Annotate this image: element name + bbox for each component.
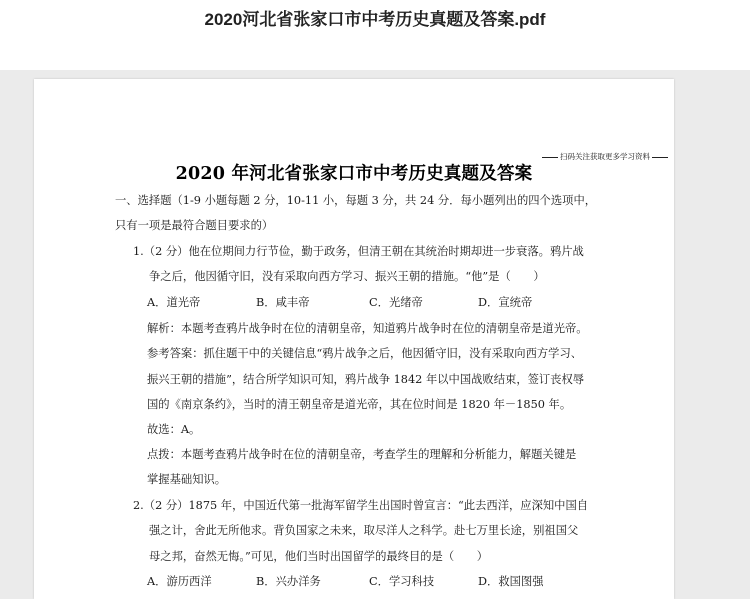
q2-stem-line2: 强之计，舍此无所他求。背负国家之未来，取尽洋人之科学。赴七万里长途，别祖国父 [149, 524, 579, 537]
q1-option-d: D．宣统帝 [478, 296, 533, 309]
q1-reference-line2: 振兴王朝的措施”，结合所学知识可知，鸦片战争 1842 年以中国战败结束，签订丧权辱 [147, 373, 585, 386]
q1-comment-line2: 掌握基础知识。 [147, 473, 227, 486]
q1-choice: 故选：A。 [147, 423, 201, 436]
q1-stem-line1: 1.（2 分）他在位期间力行节俭，勤于政务，但清王朝在其统治时期却进一步衰落。鸦片战 [133, 245, 584, 258]
q2-option-c: C．学习科技 [369, 575, 435, 588]
q1-reference-line1: 参考答案：抓住题干中的关键信息“鸦片战争之后，他因循守旧，没有采取向西方学习、 [147, 347, 583, 360]
document-page [34, 79, 674, 599]
section-heading-line1: 一、选择题（1-9 小题每题 2 分，10-11 小，每题 3 分，共 24 分．每小题列出的四个选项中， [115, 194, 597, 207]
qr-note-text: 扫码关注获取更多学习资料 [560, 152, 650, 161]
q1-analysis: 解析：本题考查鸦片战争时在位的清朝皇帝，知道鸦片战争时在位的清朝皇帝是道光帝。 [147, 322, 588, 335]
q2-option-b: B．兴办洋务 [256, 575, 321, 588]
q1-option-c: C．光绪帝 [369, 296, 423, 309]
q1-option-a: A．道光帝 [147, 296, 201, 309]
dash-right [652, 157, 668, 158]
file-title: 2020河北省张家口市中考历史真题及答案.pdf [204, 10, 546, 29]
viewer-header [0, 0, 750, 70]
section-heading-line2: 只有一项是最符合题目要求的） [115, 219, 274, 232]
q1-comment-line1: 点拨：本题考查鸦片战争时在位的清朝皇帝，考查学生的理解和分析能力，解题关键是 [147, 448, 577, 461]
q2-option-d: D．救国图强 [478, 575, 544, 588]
dash-left [542, 157, 558, 158]
q1-reference-line3: 国的《南京条约》，当时的清王朝皇帝是道光帝，其在位时间是 1820 年－1850 年。 [147, 398, 572, 411]
q2-stem-line3: 母之邦，奋然无悔。”可见，他们当时出国留学的最终目的是（ ） [149, 550, 489, 563]
q2-stem-line1: 2.（2 分）1875 年，中国近代第一批海军留学生出国时曾宣言：“此去西洋，应深知中国自 [133, 499, 589, 512]
q1-stem-line2: 争之后，他因循守旧，没有采取向西方学习、振兴王朝的措施。“他”是（ ） [149, 270, 545, 283]
q2-option-a: A．游历西洋 [147, 575, 212, 588]
qr-note [540, 152, 670, 162]
document-title: 2020 年河北省张家口市中考历史真题及答案 [175, 164, 533, 184]
q1-option-b: B．咸丰帝 [256, 296, 310, 309]
